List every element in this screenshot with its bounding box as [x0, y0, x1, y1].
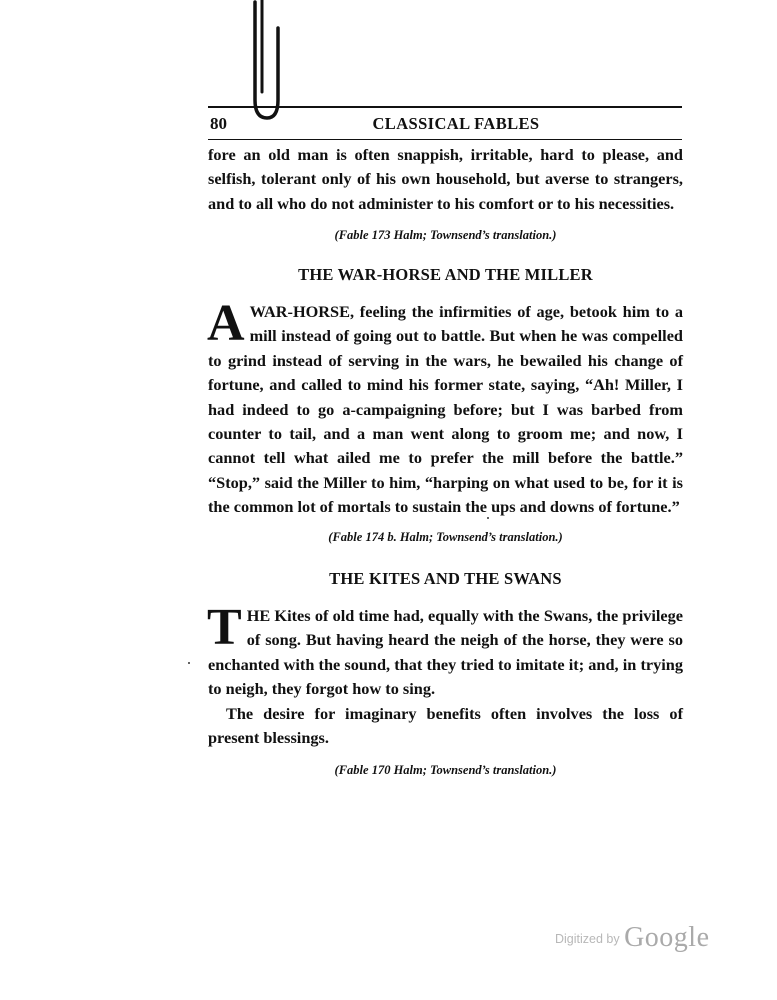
fable-moral: The desire for imaginary benefits often involves the loss of present blessings. [208, 703, 683, 748]
scan-speck [188, 662, 190, 664]
fable-title: THE WAR-HORSE AND THE MILLER [298, 265, 593, 284]
fable-text: WAR-HORSE, feeling the infirmities of age, betook him to a mill instead of going out to battle. But when he was compelled to grind instead of serving in the wars, he bewailed his change of fortune, and called to mind his former state, saying, “Ah! Miller, I had indeed to go a-campaigning before; but I was barbed from counter to tail, and a man went along to groom me; and now, I cannot tell what ailed me to prefer the mill before the battle.” “Stop,” said the Miller to him, “harping on what used to be, for it is the common lot of mortals to sustain the ups and downs of fortune.” [208, 302, 683, 517]
running-head: CLASSICAL FABLES [372, 114, 540, 133]
fable-body [207, 599, 683, 750]
citation: (Fable 173 Halm; Townsend’s translation.) [334, 228, 557, 242]
paper-clip-icon [245, 0, 285, 122]
google-logo: Google [624, 922, 710, 953]
continuation-paragraph [208, 143, 683, 216]
fable-title: THE KITES AND THE SWANS [329, 569, 562, 588]
scan-speck [487, 517, 489, 519]
watermark-prefix: Digitized by [555, 932, 620, 946]
citation: (Fable 174 b. Halm; Townsend’s translation.) [328, 530, 563, 544]
digitized-watermark [555, 922, 710, 954]
fable-text: HE Kites of old time had, equally with the Swans, the privilege of song. But having heard the neigh of the horse, they were so enchanted with the sound, that they tried to imitate it; and, in trying to neigh, they forgot how to sing. [208, 606, 683, 699]
header-rule-top [208, 106, 682, 108]
page-header [208, 106, 682, 140]
citation: (Fable 170 Halm; Townsend’s translation.) [334, 763, 557, 777]
header-rule-bottom [208, 139, 682, 141]
fable-body [207, 295, 683, 520]
drop-cap: T [207, 599, 242, 656]
page-number: 80 [210, 114, 227, 133]
drop-cap: A [207, 295, 245, 352]
continuation-text: fore an old man is often snappish, irritable, hard to please, and selfish, tolerant only of his own household, but averse to strangers, and to all who do not administer to his comfort or to his necessities. [208, 145, 683, 213]
